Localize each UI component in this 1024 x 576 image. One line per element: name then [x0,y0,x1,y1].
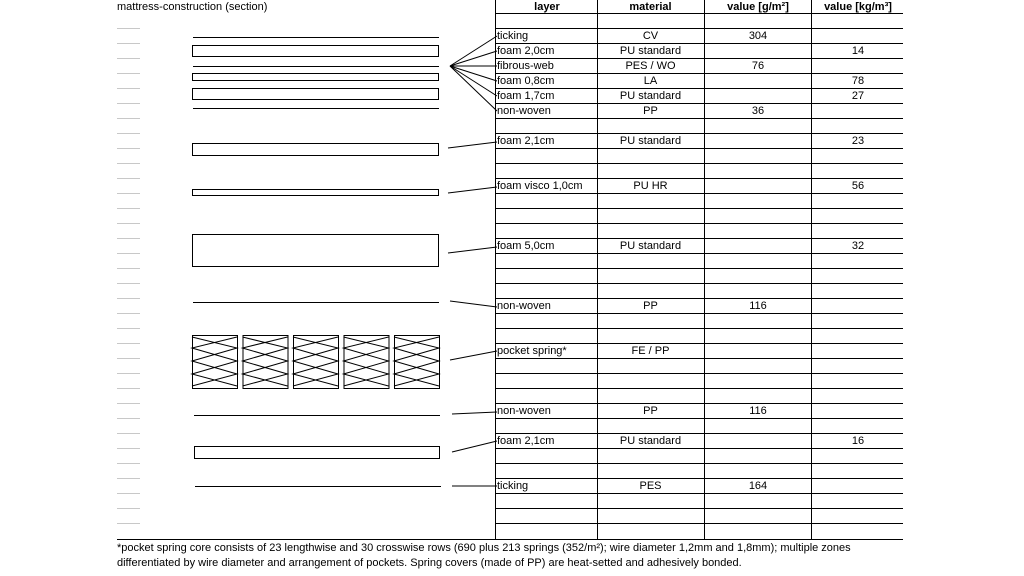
layer-foam-1-7cm [193,89,439,100]
row-layer: ticking [497,480,529,492]
leader-foam-visco [448,187,497,193]
row-value-kgm3: 23 [851,135,865,147]
layer-foam-0-8cm [193,74,439,81]
row-material: PU standard [619,435,682,447]
row-layer: non-woven [497,105,551,117]
row-layer: foam 5,0cm [497,240,555,252]
row-value-kgm3 [812,299,904,314]
row-value-gm2 [704,134,812,149]
header-value-kgm3: value [kg/m³] [824,1,892,13]
row-value-kgm3: 56 [851,180,865,192]
header-material: material [629,1,672,13]
row-value-kgm3 [812,479,904,494]
row-material: LA [643,75,658,87]
layer-foam-visco [193,190,439,196]
row-value-kgm3 [812,59,904,74]
row-layer: foam 2,1cm [497,435,555,447]
row-value-kgm3: 78 [851,75,865,87]
leader-lines [448,36,497,486]
leader-pocket-spring [450,351,497,360]
row-value-gm2: 304 [748,30,768,42]
row-value-kgm3: 27 [851,90,865,102]
row-material: PU standard [619,90,682,102]
layer-foam-2cm [193,46,439,57]
row-layer: pocket spring* [497,345,567,357]
row-value-gm2 [704,74,812,89]
leader-ticking-top [450,36,497,66]
row-layer: non-woven [497,300,551,312]
row-value-gm2: 76 [751,60,765,72]
row-material: PU HR [633,180,668,192]
layer-foam-2-1cm-top [193,144,439,156]
row-value-kgm3: 32 [851,240,865,252]
row-value-gm2: 116 [749,405,767,417]
header-layer: layer [534,1,560,13]
row-value-gm2 [704,344,812,359]
layer-pocket-springs [192,336,440,389]
pocket-spring-box [394,336,440,389]
row-value-gm2 [704,89,812,104]
row-layer: foam 0,8cm [497,75,555,87]
row-value-gm2 [704,179,812,194]
pocket-spring-box [344,336,390,389]
row-material: FE / PP [631,345,670,357]
row-layer: ticking [497,30,529,42]
row-value-gm2: 164 [748,480,768,492]
row-value-gm2 [704,434,812,449]
row-layer: foam 2,0cm [497,45,555,57]
row-value-gm2 [704,44,812,59]
row-value-kgm3 [812,344,904,359]
row-material: PES / WO [625,60,676,72]
leader-non-woven-top [450,66,497,111]
leader-foam-5cm [448,247,497,253]
leader-non-woven-mid [450,301,497,307]
row-layer: foam visco 1,0cm [497,180,583,192]
row-layer: fibrous-web [497,60,554,72]
leader-foam-0-8cm [450,66,497,81]
row-material: PU standard [619,240,682,252]
row-material: PP [643,105,658,117]
row-material: PP [643,405,658,417]
row-material: PES [639,480,662,492]
pocket-spring-box [243,336,289,389]
row-layer: non-woven [497,405,551,417]
row-value-kgm3 [812,104,904,119]
row-material: CV [642,30,659,42]
leader-foam-2cm [450,51,497,66]
footnote: *pocket spring core consists of 23 lengthwise and 30 crosswise rows (690 plus 213 springs (352/m²); wire diameter 1,2mm and 1,8mm); multiple zones differentiated by wire diameter and arrangement of pockets. Spring covers (made of PP) are heat-setted and adhesively bonded. [117,542,851,569]
leader-non-woven-bottom [452,412,497,414]
row-value-kgm3 [812,404,904,419]
row-layer: foam 1,7cm [497,90,555,102]
layer-foam-2-1cm-bottom [195,447,440,459]
row-material: PU standard [619,45,682,57]
row-material: PP [643,300,658,312]
row-value-kgm3: 16 [851,435,865,447]
row-value-kgm3: 14 [851,45,865,57]
row-value-kgm3 [812,29,904,44]
leader-foam-1-7cm [450,66,497,96]
row-layer: foam 2,1cm [497,135,555,147]
pocket-spring-box [192,336,238,389]
header-value-gm2: value [g/m²] [727,1,789,13]
layer-foam-5cm [193,235,439,267]
row-value-gm2: 36 [751,105,765,117]
row-value-gm2: 116 [749,300,767,312]
page-title: mattress-construction (section) [117,1,268,13]
row-value-gm2 [704,239,812,254]
pocket-spring-box [293,336,339,389]
leader-foam-2-1cm-bottom [452,441,497,452]
leader-foam-2-1cm-top [448,142,497,148]
row-material: PU standard [619,135,682,147]
mattress-layers [192,38,441,487]
